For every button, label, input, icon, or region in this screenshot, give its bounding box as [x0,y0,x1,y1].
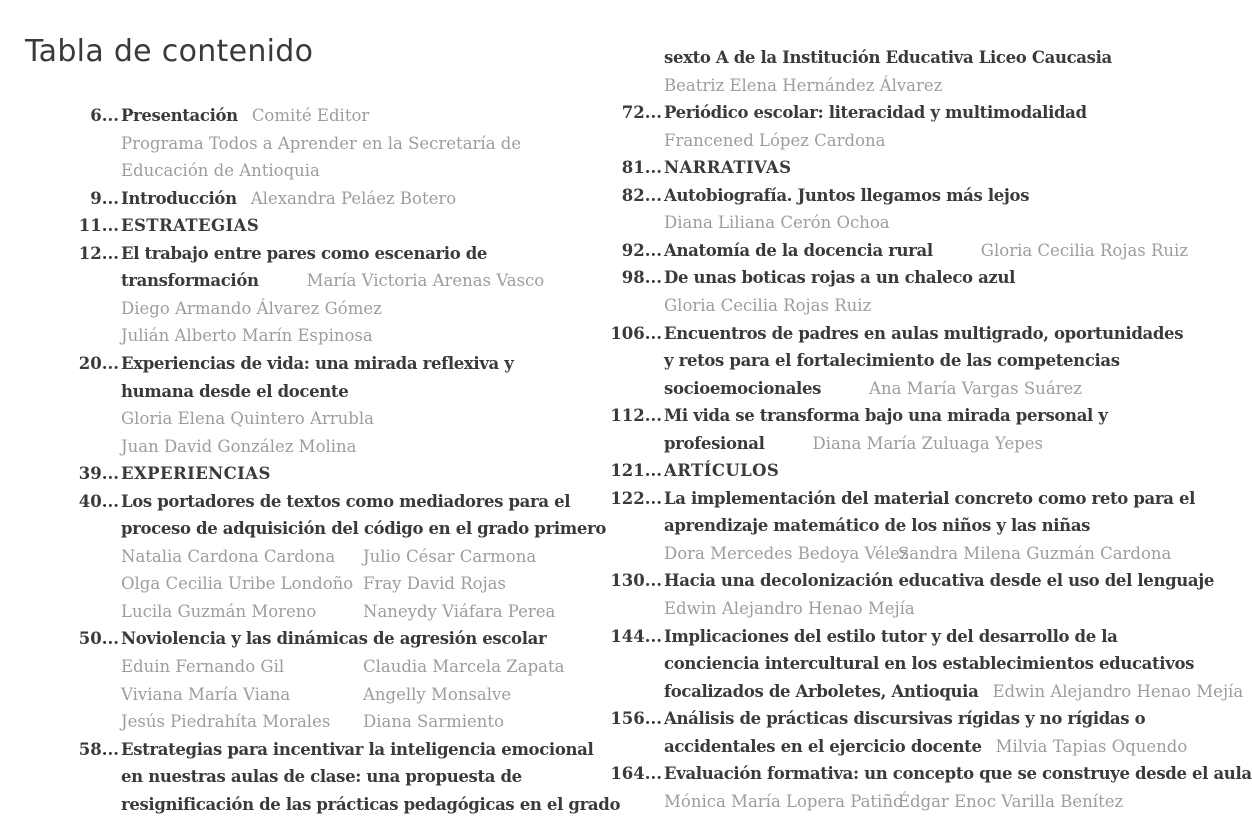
entry-author: Angelly Monsalve [363,684,512,704]
page-number: 130... [610,571,662,591]
page-number: 6... [90,106,119,125]
page-title: Tabla de contenido [25,34,314,69]
entry-author: Educación de Antioquia [121,161,320,181]
page-number: 81... [621,158,662,178]
entry-title: La implementación del material concreto como reto para el [664,488,1196,508]
toc-entry [121,763,522,791]
entry-author: Alexandra Peláez Botero [250,188,457,208]
entry-title: Análisis de prácticas discursivas rígidas y no rígidas o [664,709,1146,729]
entry-title: Implicaciones del estilo tutor y del desarrollo de la [664,626,1118,646]
toc-entry [121,295,382,323]
entry-author: Edwin Alejandro Henao Mejía [992,681,1244,701]
toc-entry [610,760,1252,788]
toc-entry [121,515,606,543]
toc-entry [78,460,271,488]
page-number: 11... [78,216,119,236]
entry-author: Claudia Marcela Zapata [363,657,565,676]
entry-title: aprendizaje matemático de los niños y las niñas [664,516,1091,536]
entry-author: Diana María Zuluaga Yepes [812,433,1044,453]
entry-author: Mónica María Lopera Patiño [664,791,903,811]
entry-author: Olga Cecilia Uribe Londoño [121,574,354,594]
entry-title: focalizados de Arboletes, Antioquia [664,681,979,701]
entry-author: Diana Liliana Cerón Ochoa [664,213,890,233]
toc-entry [121,267,544,295]
toc-entry [664,540,1172,568]
entry-title: Evaluación formativa: un concepto que se construye desde el aula [664,764,1252,784]
entry-title: conciencia intercultural en los establecimientos educativos [664,654,1195,674]
toc-entry [121,681,512,709]
entry-author: Eduin Fernando Gil [121,657,285,676]
toc-entry [121,653,565,681]
page-number: 156... [610,709,662,729]
toc-entry [610,567,1215,595]
entry-author: Francened López Cardona [664,130,886,150]
section-heading: ESTRATEGIAS [121,216,260,236]
entry-title: De unas boticas rojas a un chaleco azul [664,268,1016,288]
entry-author: Juan David González Molina [121,436,357,456]
page-number: 72... [621,103,662,123]
entry-title: socioemocionales [664,378,822,398]
entry-title: Experiencias de vida: una mirada reflexiva y [121,353,514,373]
entry-author: Edwin Alejandro Henao Mejía [664,599,915,618]
entry-title: resignificación de las prácticas pedagógicas en el grado [121,794,621,814]
page-number: 12... [78,243,119,263]
entry-title: El trabajo entre pares como escenario de [121,243,488,263]
page-number: 112... [610,406,662,426]
toc-entry [78,240,488,268]
entry-title: transformación [121,271,259,291]
entry-title: Mi vida se transforma bajo una mirada personal y [664,406,1108,426]
entry-author: Dora Mercedes Bedoya Vélez [664,543,909,563]
entry-title: accidentales en el ejercicio docente [664,736,982,756]
page-number: 9... [90,188,119,208]
entry-author: Comité Editor [251,106,370,125]
entry-author: Milvia Tapias Oquendo [995,736,1188,756]
entry-author: Lucila Guzmán Moreno [121,601,317,621]
toc-entry [610,320,1184,348]
entry-title: Encuentros de padres en aulas multigrado, oportunidades [664,323,1184,343]
toc-entry [121,433,357,461]
page-number: 121... [610,461,662,481]
toc-entry [121,791,620,819]
entry-title: en nuestras aulas de clase: una propuesta de [121,767,522,787]
toc-entry [664,733,1187,761]
page-number: 122... [610,488,662,508]
toc-entry [664,788,1124,816]
entry-author: Gloria Elena Quintero Arrubla [121,409,374,429]
toc-entry [121,570,506,598]
toc-entry [121,598,556,626]
entry-title: Hacia una decolonización educativa desde el uso del lenguaje [664,571,1215,591]
toc-entry [78,212,260,240]
entry-title: y retos para el fortalecimiento de las competencias [664,351,1120,371]
entry-title: Presentación [121,106,238,125]
entry-author: María Victoria Arenas Vasco [306,271,545,291]
toc-entry [664,430,1043,458]
toc-entry [610,623,1118,651]
entry-title: Anatomía de la docencia rural [664,240,933,260]
entry-author: Diego Armando Álvarez Gómez [121,298,382,318]
entry-title: Los portadores de textos como mediadores para el [121,491,571,511]
toc-entry [610,485,1196,513]
page-number: 106... [610,323,662,343]
entry-author: Programa Todos a Aprender en la Secretaría de [121,133,522,153]
toc-entry [121,157,320,185]
entry-title: Periódico escolar: literacidad y multimodalidad [664,103,1087,123]
section-heading: ARTÍCULOS [664,461,780,481]
toc-entry [610,402,1108,430]
page-number: 50... [78,629,119,649]
toc-entry [90,185,457,213]
toc-entry [121,322,373,350]
entry-title: profesional [664,433,765,453]
toc-entry [664,650,1194,678]
toc-entry [121,708,504,736]
entry-title: proceso de adquisición del código en el grado primero [121,519,606,539]
toc-entry [78,736,594,764]
page-number: 144... [610,626,662,646]
toc-entry [664,512,1090,540]
entry-title: humana desde el docente [121,381,349,401]
page-number: 39... [78,464,119,484]
entry-title: Introducción [121,188,237,208]
page-number: 92... [621,240,662,260]
toc-entry [610,457,780,485]
section-heading: EXPERIENCIAS [121,464,271,484]
toc-entry [621,154,792,182]
page-number: 82... [621,185,662,205]
toc-entry [78,488,571,516]
entry-author: Gloria Cecilia Rojas Ruiz [980,240,1189,260]
entry-author: Édgar Enoc Varilla Benítez [898,791,1124,811]
entry-author: Gloria Cecilia Rojas Ruiz [664,295,872,315]
page-number: 40... [78,491,119,511]
toc-entry [664,375,1082,403]
page-number: 164... [610,764,662,784]
toc-entry [621,99,1087,127]
entry-author: Jesús Piedrahíta Morales [121,712,331,732]
toc-entry [621,237,1189,265]
toc-entry [664,347,1120,375]
entry-title: sexto A de la Institución Educativa Liceo Caucasia [664,48,1112,67]
entry-author: Diana Sarmiento [363,712,504,732]
section-heading: NARRATIVAS [664,158,792,178]
toc-entry [664,678,1243,706]
toc-entry [664,44,1112,72]
toc-entry [621,264,1016,292]
entry-title: Noviolencia y las dinámicas de agresión escolar [121,629,547,649]
entry-author: Julián Alberto Marín Espinosa [121,326,373,346]
toc-entry [664,292,871,320]
entry-author: Beatriz Elena Hernández Álvarez [664,75,943,95]
toc-entry [121,378,348,406]
toc-entry [121,543,537,571]
toc-entry [90,102,370,130]
toc-entry [664,209,890,237]
page-number: 58... [78,739,119,759]
entry-title: Estrategias para incentivar la inteligencia emocional [121,739,594,759]
entry-title: Autobiografía. Juntos llegamos más lejos [664,185,1030,205]
entry-author: Fray David Rojas [363,574,506,594]
toc-entry [664,595,915,623]
toc-entry [121,405,374,433]
entry-author: Naneydy Viáfara Perea [363,601,556,621]
toc-entry [610,705,1146,733]
toc-entry [78,350,514,378]
toc-entry [121,130,521,158]
entry-author: Natalia Cardona Cardona [121,546,336,566]
entry-author: Julio César Carmona [363,546,537,566]
toc-entry [664,72,942,100]
entry-author: Viviana María Viana [121,684,291,704]
toc-entry [621,182,1030,210]
toc-entry [78,625,547,653]
page-number: 98... [621,268,662,288]
entry-author: Sandra Milena Guzmán Cardona [898,543,1172,563]
entry-author: Ana María Vargas Suárez [869,378,1082,398]
toc-entry [664,127,885,155]
page-number: 20... [78,353,119,373]
